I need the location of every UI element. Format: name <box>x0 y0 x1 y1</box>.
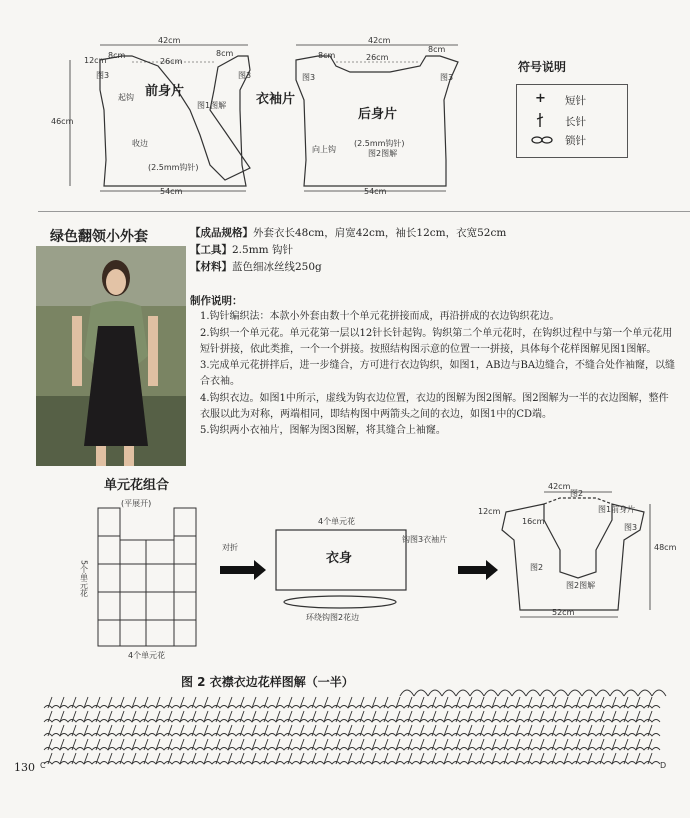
back-fig3-right: 图3 <box>440 73 454 82</box>
front-sleeve-size: 12cm <box>84 56 107 65</box>
scallop-mark <box>652 690 666 696</box>
fold-label: 对折 <box>222 543 238 552</box>
jacket-fig2-top: 图2 <box>570 489 584 498</box>
sleeve-note: 钩图3衣袖片 <box>402 535 448 544</box>
front-piece-label: 前身片 <box>145 84 185 99</box>
scallop-mark <box>582 690 596 696</box>
sleeve-piece-label: 衣袖片 <box>256 92 296 107</box>
front-seg-left: 8cm <box>108 51 126 60</box>
jacket-fig3: 图3 <box>624 523 638 532</box>
legend-chain-stitch: 锁针 <box>565 135 586 147</box>
back-fig3-left: 图3 <box>302 73 316 82</box>
scallop-mark <box>554 690 568 696</box>
scallop-mark <box>610 690 624 696</box>
back-up-label: 向上钩 <box>312 145 336 154</box>
symbol-legend <box>516 84 628 158</box>
jacket-top-width: 42cm <box>548 482 571 491</box>
back-hook-label: (2.5mm钩针) <box>354 139 405 148</box>
front-hook-label: (2.5mm钩针) <box>148 163 199 172</box>
spec-material: 【材料】蓝色细冰丝线250g <box>190 261 322 273</box>
body-top-label: 4个单元花 <box>318 517 356 526</box>
scallop-mark <box>596 690 610 696</box>
front-seg-mid: 26cm <box>160 57 183 66</box>
result-arrow-icon <box>458 560 498 580</box>
scallop-mark <box>512 690 526 696</box>
body-label: 衣身 <box>326 551 353 566</box>
scallop-mark <box>540 690 554 696</box>
scallop-mark <box>638 690 652 696</box>
spec-size: 【成品规格】外套衣长48cm，肩宽42cm，袖长12cm，衣宽52cm <box>190 227 507 239</box>
jacket-fig2-left: 图2 <box>530 563 544 572</box>
scallop-mark <box>442 690 456 696</box>
jacket-side: 16cm <box>522 517 545 526</box>
front-top-width: 42cm <box>158 36 181 45</box>
grid-bottom-label: 4个单元花 <box>128 651 166 660</box>
spec-tool: 【工具】2.5mm 钩针 <box>190 244 293 256</box>
crochet-row <box>44 706 660 709</box>
front-fig1-label: 图1图解 <box>197 101 227 110</box>
back-bottom-width: 54cm <box>364 187 387 196</box>
instructions <box>190 293 678 440</box>
back-seg-right: 8cm <box>428 45 446 54</box>
crochet-row <box>44 720 660 723</box>
jacket-fig2-bottom: 图2图解 <box>566 581 596 590</box>
back-fig2-label: 图2图解 <box>368 149 398 158</box>
page-number: 130 <box>14 761 35 774</box>
grid-side-label: 5个单元花 <box>79 560 89 598</box>
pattern-title: 绿色翻领小外套 <box>50 229 148 245</box>
scallop-mark <box>456 690 470 696</box>
jacket-fig1: 图1前身片 <box>598 505 636 514</box>
scallop-mark <box>414 690 428 696</box>
back-top-width: 42cm <box>368 36 391 45</box>
front-fig3-left: 图3 <box>96 71 110 80</box>
instruction-step-1: 1.钩针编织法：本款小外套由数十个单元花拼接而成，再沿拼成的衣边钩织花边。 <box>200 311 560 323</box>
long-stitch-icon <box>535 113 545 127</box>
chart-right-label: D <box>660 761 667 770</box>
scallop-mark <box>470 690 484 696</box>
legend-short-stitch: 短针 <box>565 95 586 107</box>
short-stitch-symbol: + <box>535 91 546 106</box>
edge-note: 环绕钩图2花边 <box>306 613 360 622</box>
front-height: 46cm <box>51 117 74 126</box>
fig2-caption: 图 2 衣襟衣边花样图解（一半） <box>181 675 354 689</box>
instructions-heading: 制作说明： <box>190 295 243 307</box>
edging-chart <box>0 688 690 780</box>
instruction-step-4: 4.钩织衣边。如图1中所示，虚线为钩衣边位置，衣边的图解为图2图解。图2图解为一半的衣边图解，整件衣服以此为对称，两端相同，即结构图中两箭头之间的衣边，如图1中的CD端。 <box>200 392 669 421</box>
front-seg-right: 8cm <box>216 49 234 58</box>
jacket-height: 48cm <box>654 543 677 552</box>
instruction-step-5: 5.钩织两小衣袖片，图解为图3图解，将其缝合上袖窿。 <box>200 425 446 437</box>
fold-arrow-icon <box>220 560 266 580</box>
jacket-sleeve: 12cm <box>478 507 501 516</box>
model-photo <box>36 246 186 466</box>
chart-left-label: C <box>40 761 46 770</box>
crochet-row <box>44 748 660 751</box>
instruction-step-2: 2.钩织一个单元花。单元花第一层以12针长针起钩。钩织第二个单元花时，在钩织过程中与第一个单元花用短针拼接，依此类推，一个一个拼接。按照结构图示意的位置一一拼接，具体每个花样图解见图1图解。 <box>200 327 673 355</box>
scallop-mark <box>624 690 638 696</box>
scallop-mark <box>400 690 414 696</box>
section-divider <box>38 211 690 212</box>
crochet-row <box>44 734 660 737</box>
legend-long-stitch: 长针 <box>565 116 586 128</box>
scallop-mark <box>428 690 442 696</box>
back-seg-left: 8cm <box>318 51 336 60</box>
front-start-label: 起钩 <box>118 93 134 102</box>
flat-label: (平展开) <box>121 499 152 508</box>
scallop-mark <box>498 690 512 696</box>
instruction-step-3: 3.完成单元花拼拌后，进一步缝合，方可进行衣边钩织，如图1，AB边与BA边缝合，不缝合处作袖窿，以缝合衣袖。 <box>200 360 676 388</box>
back-seg-mid: 26cm <box>366 53 389 62</box>
scallop-mark <box>484 690 498 696</box>
scallop-mark <box>526 690 540 696</box>
crochet-row <box>44 762 660 765</box>
front-fig3-right: 图3 <box>238 71 252 80</box>
edge-loop <box>284 596 396 608</box>
specifications <box>190 225 670 276</box>
front-close-label: 收边 <box>132 139 148 148</box>
scallop-mark <box>568 690 582 696</box>
jacket-bottom-width: 52cm <box>552 608 575 617</box>
unit-flower-grid <box>98 508 196 646</box>
front-bottom-width: 54cm <box>160 187 183 196</box>
unit-combo-title: 单元花组合 <box>104 478 170 493</box>
chain-stitch-icon <box>531 135 553 145</box>
legend-title: 符号说明 <box>518 60 567 74</box>
back-piece-label: 后身片 <box>358 107 398 122</box>
